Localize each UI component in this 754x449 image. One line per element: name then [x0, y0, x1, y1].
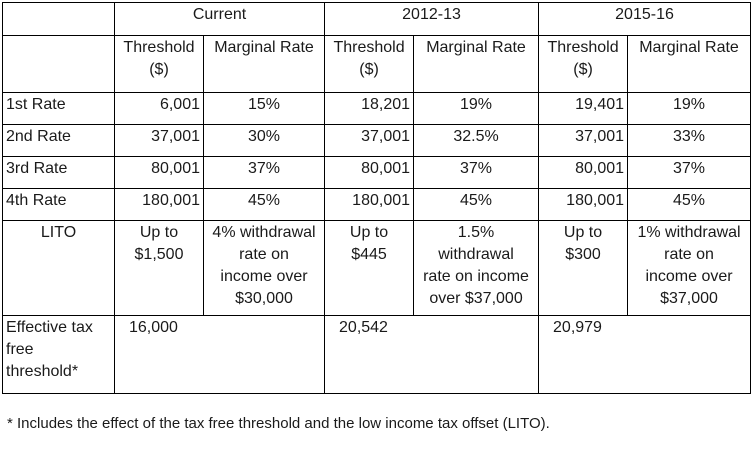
rate-cell: 33% — [628, 125, 751, 157]
rate-cell: 45% — [204, 189, 325, 221]
lito-withdrawal-cell: 4% withdrawal rate on income over $30,000 — [204, 221, 325, 316]
effective-threshold-current: 16,000 — [115, 316, 325, 394]
lito-offset-cell: Up to $300 — [539, 221, 628, 316]
rate-cell: 30% — [204, 125, 325, 157]
threshold-cell: 37,001 — [325, 125, 414, 157]
group-header-current: Current — [115, 3, 325, 36]
subheader-row — [3, 36, 751, 93]
threshold-header: Threshold ($) — [539, 36, 628, 93]
row-label: 4th Rate — [3, 189, 115, 221]
marginal-rate-header: Marginal Rate — [628, 36, 751, 93]
threshold-cell: 6,001 — [115, 93, 204, 125]
rate-cell: 37% — [414, 157, 539, 189]
table-row — [3, 125, 751, 157]
threshold-cell: 180,001 — [539, 189, 628, 221]
row-label: LITO — [3, 221, 115, 316]
threshold-cell: 80,001 — [115, 157, 204, 189]
table-row — [3, 189, 751, 221]
rate-cell: 19% — [628, 93, 751, 125]
rate-cell: 45% — [414, 189, 539, 221]
threshold-cell: 80,001 — [539, 157, 628, 189]
threshold-header: Threshold ($) — [115, 36, 204, 93]
row-label: Effective tax free threshold* — [3, 316, 115, 394]
table-row — [3, 157, 751, 189]
threshold-cell: 180,001 — [115, 189, 204, 221]
marginal-rate-header: Marginal Rate — [204, 36, 325, 93]
footnote: * Includes the effect of the tax free threshold and the low income tax offset (LITO). — [7, 415, 550, 432]
lito-offset-cell: Up to $1,500 — [115, 221, 204, 316]
threshold-cell: 18,201 — [325, 93, 414, 125]
threshold-cell: 19,401 — [539, 93, 628, 125]
threshold-cell: 80,001 — [325, 157, 414, 189]
group-header-row — [3, 3, 751, 36]
row-label: 3rd Rate — [3, 157, 115, 189]
row-label-header — [3, 36, 115, 93]
threshold-cell: 180,001 — [325, 189, 414, 221]
rate-cell: 45% — [628, 189, 751, 221]
marginal-rate-header: Marginal Rate — [414, 36, 539, 93]
group-header-2015-16: 2015-16 — [539, 3, 751, 36]
corner-cell — [3, 3, 115, 36]
row-label: 2nd Rate — [3, 125, 115, 157]
lito-withdrawal-cell: 1% withdrawal rate on income over $37,000 — [628, 221, 751, 316]
effective-threshold-row — [3, 316, 751, 394]
threshold-cell: 37,001 — [115, 125, 204, 157]
group-header-2012-13: 2012-13 — [325, 3, 539, 36]
tax-rates-table — [2, 2, 751, 394]
rate-cell: 15% — [204, 93, 325, 125]
effective-threshold-2015-16: 20,979 — [539, 316, 751, 394]
rate-cell: 37% — [628, 157, 751, 189]
lito-offset-cell: Up to $445 — [325, 221, 414, 316]
table-row — [3, 93, 751, 125]
rate-cell: 32.5% — [414, 125, 539, 157]
row-label: 1st Rate — [3, 93, 115, 125]
rate-cell: 19% — [414, 93, 539, 125]
rate-cell: 37% — [204, 157, 325, 189]
effective-threshold-2012-13: 20,542 — [325, 316, 539, 394]
threshold-cell: 37,001 — [539, 125, 628, 157]
lito-withdrawal-cell: 1.5% withdrawal rate on income over $37,000 — [414, 221, 539, 316]
threshold-header: Threshold ($) — [325, 36, 414, 93]
lito-row — [3, 221, 751, 316]
